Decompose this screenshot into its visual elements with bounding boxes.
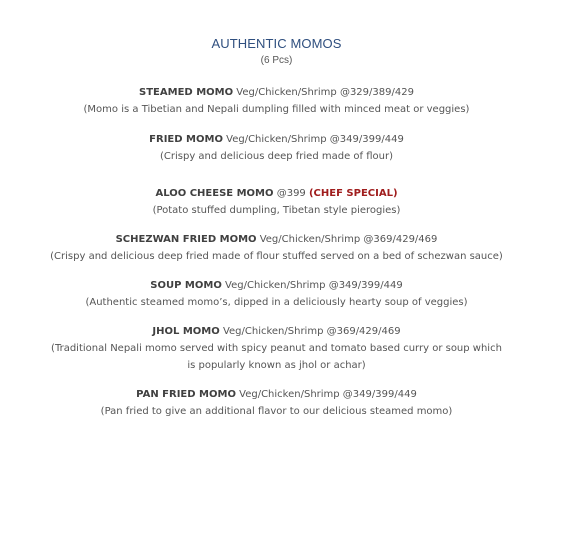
menu-item-description: (Traditional Nepali momo served with spicy peanut and tomato based curry or soup which xyxy=(51,343,502,354)
menu-item-description: (Crispy and delicious deep fried made of flour stuffed served on a bed of schezwan sauce) xyxy=(50,251,503,262)
menu-item-heading xyxy=(0,386,553,403)
menu-item-name: PAN FRIED MOMO xyxy=(136,389,236,400)
menu-item-soup-momo xyxy=(0,277,553,311)
menu-item-price: Veg/Chicken/Shrimp @349/399/449 xyxy=(225,280,403,291)
menu-item-price: Veg/Chicken/Shrimp @329/389/429 xyxy=(236,87,414,98)
menu-item-description: (Momo is a Tibetian and Nepali dumpling filled with minced meat or veggies) xyxy=(83,104,470,115)
menu-item-heading xyxy=(0,131,553,148)
menu-item-jhol-momo xyxy=(0,323,553,374)
menu-item-heading xyxy=(0,185,553,202)
menu-item-description: (Potato stuffed dumpling, Tibetan style pierogies) xyxy=(152,205,401,216)
menu-item-price: Veg/Chicken/Shrimp @349/399/449 xyxy=(226,134,404,145)
menu-item-pan-fried-momo xyxy=(0,386,553,420)
menu-item-description: (Pan fried to give an additional flavor to our delicious steamed momo) xyxy=(100,406,453,417)
menu-item-name: SOUP MOMO xyxy=(150,280,222,291)
menu-item-name: SCHEZWAN FRIED MOMO xyxy=(115,234,257,245)
menu-item-heading xyxy=(0,231,553,248)
menu-item-price: Veg/Chicken/Shrimp @369/429/469 xyxy=(259,234,438,245)
menu-item-steamed-momo xyxy=(0,84,553,118)
menu-item-heading xyxy=(0,84,553,101)
menu-item-heading xyxy=(0,323,553,340)
menu-item-price: Veg/Chicken/Shrimp @369/429/469 xyxy=(222,326,401,337)
menu-item-name: JHOL MOMO xyxy=(152,326,220,337)
menu-item-name: FRIED MOMO xyxy=(149,134,223,145)
menu-item-price: @399 xyxy=(276,188,306,199)
menu-item-heading xyxy=(0,277,553,294)
menu-item-description: (Crispy and delicious deep fried made of flour) xyxy=(160,151,393,162)
menu-item-price: Veg/Chicken/Shrimp @349/399/449 xyxy=(239,389,417,400)
menu-subtitle: (6 Pcs) xyxy=(260,55,293,66)
menu-item-aloo-cheese-momo xyxy=(0,185,553,219)
menu-item-schezwan-fried-momo xyxy=(0,231,553,265)
menu-title: AUTHENTIC MOMOS xyxy=(211,36,342,51)
menu-item-fried-momo xyxy=(0,131,553,165)
chef-special-badge: (CHEF SPECIAL) xyxy=(308,188,398,199)
menu-item-description: (Authentic steamed momo’s, dipped in a deliciously hearty soup of veggies) xyxy=(85,297,468,308)
menu-item-name: ALOO CHEESE MOMO xyxy=(155,188,274,199)
menu-item-description-continued: is popularly known as jhol or achar) xyxy=(187,360,366,371)
menu-item-name: STEAMED MOMO xyxy=(139,87,234,98)
